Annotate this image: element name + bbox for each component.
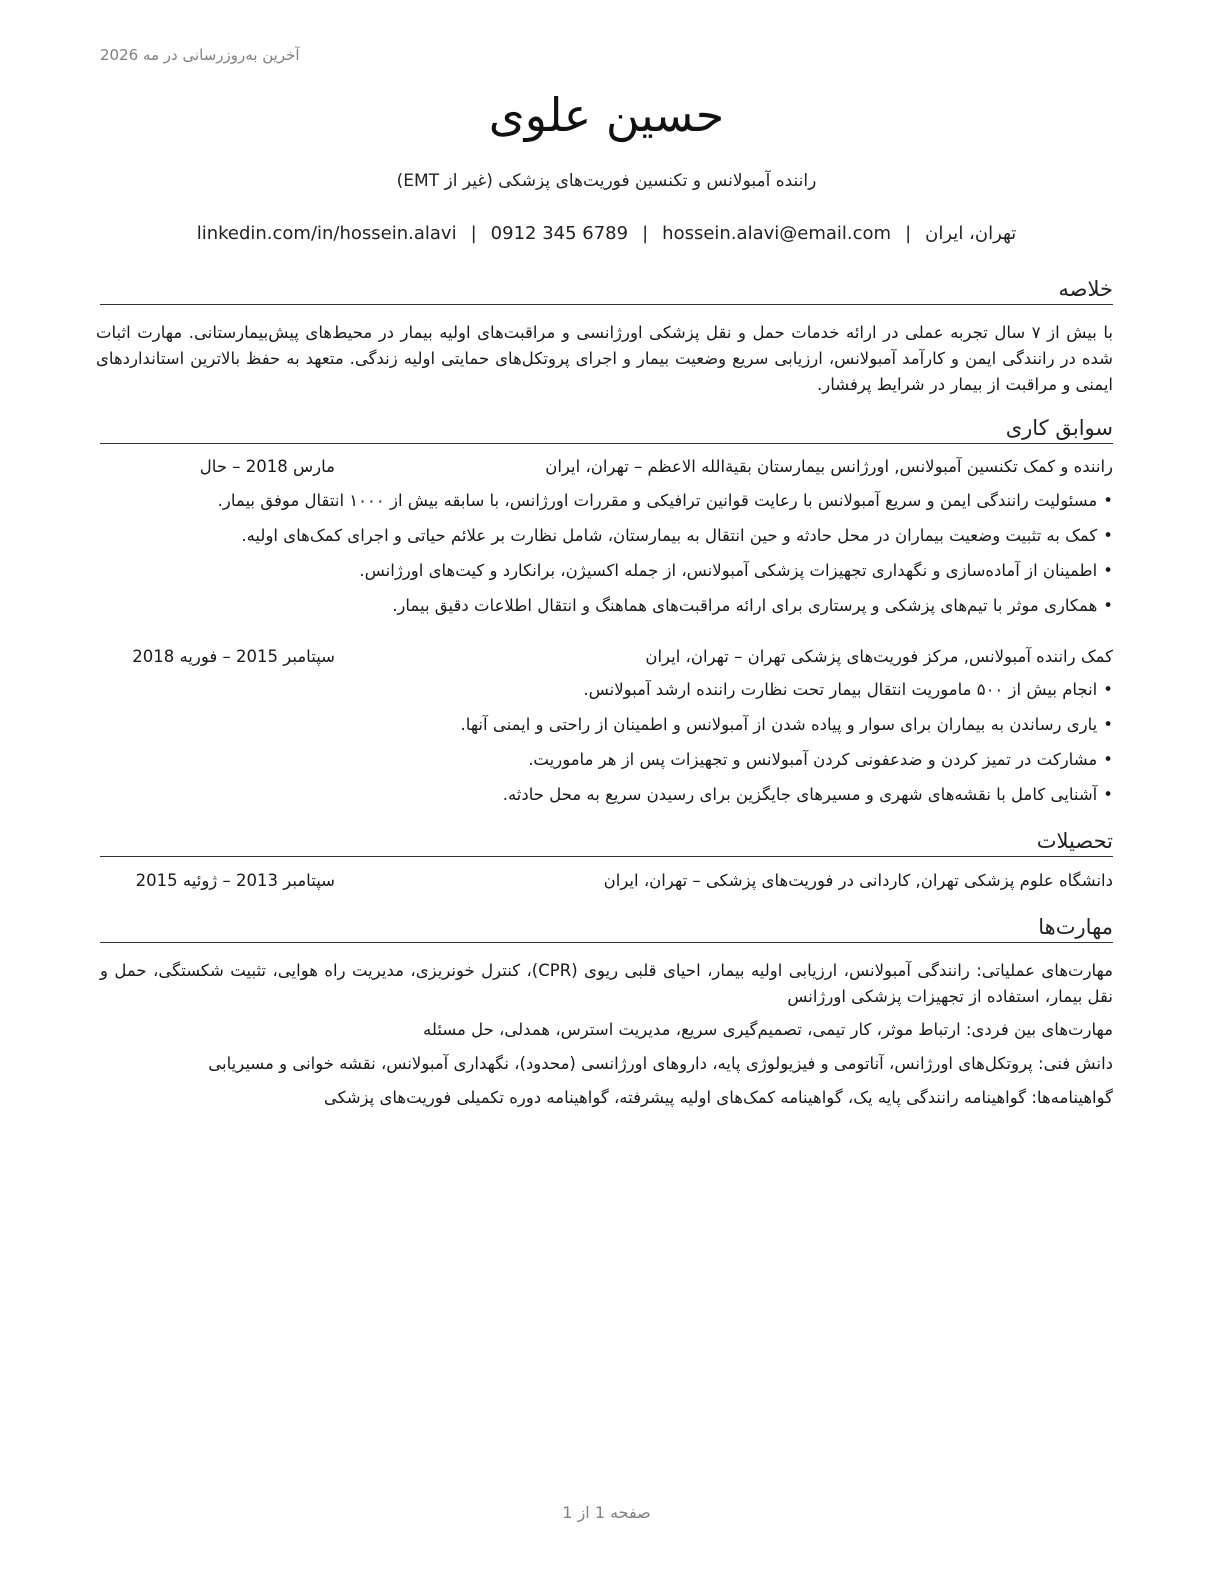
bullet-dot-icon: • (1103, 680, 1113, 699)
skill-item: گواهینامه‌ها: گواهینامه رانندگی پایه یک، گواهینامه کمک‌های اولیه پیشرفته، گواهینامه دوره تکمیلی فوریت‌های پزشکی (323, 1088, 1113, 1107)
contact-separator: | (470, 223, 477, 244)
summary-text: با بیش از ۷ سال تجربه عملی در ارائه خدمات حمل و نقل پزشکی اورژانسی و مراقبت‌های اولیه بیمار در محیط‌های پیش‌بیمارستانی. مهارت اثبات شده در رانندگی ایمن و کارآمد آمبولانس، ارزیابی سریع وضعیت بیمار و اجرای پروتکل‌های حمایتی اولیه زندگی. متعهد به حفظ بالاترین استانداردهای ایمنی و مراقبت از بیمار در شرایط پرفشار. (96, 323, 1114, 394)
contact-line (100, 223, 1113, 244)
candidate-name: حسین علوی (488, 88, 725, 142)
experience-heading: سوابق کاری (100, 415, 1113, 444)
bullet-dot-icon: • (1103, 561, 1113, 580)
job-title-org: کمک راننده آمبولانس, مرکز فوریت‌های پزشکی تهران – تهران، ایران (645, 647, 1113, 666)
job-entry-header (100, 457, 1113, 483)
job-entry-header (100, 647, 1113, 673)
bullet-dot-icon: • (1103, 491, 1113, 510)
education-date-range: سپتامبر 2013 – ژوئیه 2015 (135, 871, 335, 890)
job-date-range: مارس 2018 – حال (199, 457, 335, 476)
job-bullet: •انجام بیش از ۵۰۰ ماموریت انتقال بیمار تحت نظارت راننده ارشد آمبولانس. (583, 680, 1113, 699)
job-bullet: •یاری رساندن به بیماران برای سوار و پیاده شدن از آمبولانس و اطمینان از راحتی و ایمنی آنها. (460, 715, 1113, 734)
resume-page (96, 0, 1114, 1584)
bullet-dot-icon: • (1103, 750, 1113, 769)
job-bullet: •آشنایی کامل با نقشه‌های شهری و مسیرهای جایگزین برای رسیدن سریع به محل حادثه. (502, 785, 1113, 804)
contact-separator: | (642, 223, 649, 244)
last-updated-text: آخرین به‌روزرسانی در مه 2026 (100, 46, 300, 64)
education-heading: تحصیلات (100, 828, 1113, 857)
contact-linkedin[interactable]: linkedin.com/in/hossein.alavi (196, 223, 457, 244)
job-date-range: سپتامبر 2015 – فوریه 2018 (132, 647, 335, 666)
bullet-dot-icon: • (1103, 596, 1113, 615)
job-bullet: •همکاری موثر با تیم‌های پزشکی و پرستاری برای ارائه مراقبت‌های هماهنگ و انتقال اطلاعات دقیق بیمار. (392, 596, 1113, 615)
job-bullet: •اطمینان از آماده‌سازی و نگهداری تجهیزات پزشکی آمبولانس، از جمله اکسیژن، برانکارد و کیت‌های اورژانس. (359, 561, 1113, 580)
skill-item: مهارت‌های بین فردی: ارتباط موثر، کار تیمی، تصمیم‌گیری سریع، مدیریت استرس، همدلی، حل مسئله (423, 1020, 1113, 1039)
skill-item: دانش فنی: پروتکل‌های اورژانس، آناتومی و فیزیولوژی پایه، داروهای اورژانسی (محدود)، نگهداری آمبولانس، نقشه خوانی و مسیریابی (208, 1054, 1113, 1073)
skills-heading: مهارت‌ها (100, 914, 1113, 943)
education-org: دانشگاه علوم پزشکی تهران, کاردانی در فوریت‌های پزشکی – تهران، ایران (603, 871, 1113, 890)
bullet-dot-icon: • (1103, 526, 1113, 545)
contact-separator: | (905, 223, 912, 244)
page-number: صفحه 1 از 1 (562, 1503, 651, 1522)
bullet-dot-icon: • (1103, 785, 1113, 804)
education-entry (100, 871, 1113, 897)
contact-email[interactable]: hossein.alavi@email.com (662, 223, 892, 244)
job-bullet: •مشارکت در تمیز کردن و ضدعفونی کردن آمبولانس و تجهیزات پس از هر ماموریت. (528, 750, 1113, 769)
job-bullet: •مسئولیت رانندگی ایمن و سریع آمبولانس با رعایت قوانین ترافیکی و مقررات اورژانس، با سابقه بیش از ۱۰۰۰ انتقال موفق بیمار. (217, 491, 1113, 510)
contact-phone[interactable]: 0912 345 6789 (490, 223, 629, 244)
job-subtitle: راننده آمبولانس و تکنسین فوریت‌های پزشکی (غیر از EMT) (396, 171, 817, 191)
skill-item: مهارت‌های عملیاتی: رانندگی آمبولانس، ارزیابی اولیه بیمار، احیای قلبی ریوی (CPR)، کنترل خونریزی، مدیریت راه هوایی، تثبیت شکستگی، حمل و نقل بیمار، استفاده از تجهیزات پزشکی اورژانس (100, 961, 1114, 1006)
job-bullet: •کمک به تثبیت وضعیت بیماران در محل حادثه و حین انتقال به بیمارستان، شامل نظارت بر علائم حیاتی و اجرای کمک‌های اولیه. (241, 526, 1113, 545)
bullet-dot-icon: • (1103, 715, 1113, 734)
summary-heading: خلاصه (100, 276, 1113, 305)
contact-location: تهران، ایران (925, 223, 1017, 244)
job-title-org: راننده و کمک تکنسین آمبولانس, اورژانس بیمارستان بقیةالله الاعظم – تهران، ایران (545, 457, 1113, 476)
